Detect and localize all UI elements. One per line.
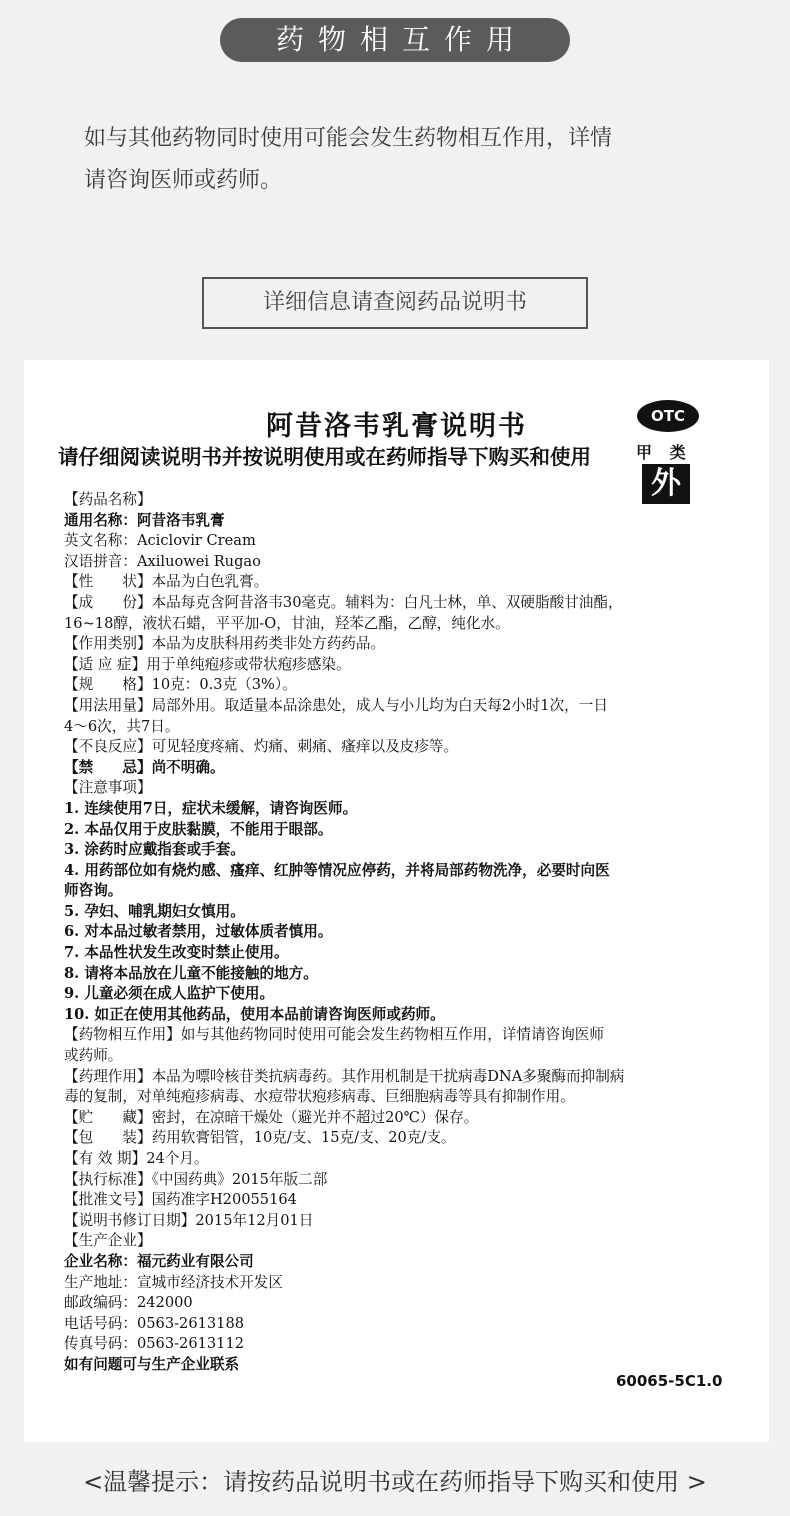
intro-line-2: 请咨询医师或药师。 (84, 168, 283, 193)
leaflet-line: 10. 如正在使用其他药品，使用本品前请咨询医师或药师。 (64, 1005, 445, 1023)
leaflet-line: 16~18醇，液状石蜡，平平加-O，甘油，羟苯乙酯，乙醇，纯化水。 (64, 614, 510, 632)
leaflet-line: 9. 儿童必须在成人监护下使用。 (64, 985, 275, 1003)
leaflet-line: 【禁 忌】尚不明确。 (64, 758, 225, 776)
leaflet-line: 【生产企业】 (64, 1232, 152, 1250)
leaflet-line: 【贮 藏】密封，在凉暗干燥处（避光并不超过20℃）保存。 (64, 1108, 479, 1126)
leaflet-line: 邮政编码：242000 (64, 1294, 193, 1312)
leaflet-line: 1. 连续使用7日，症状未缓解，请咨询医师。 (64, 799, 358, 817)
leaflet-line: 汉语拼音：Axiluowei Rugao (64, 552, 261, 570)
leaflet-line: 3. 涂药时应戴指套或手套。 (64, 841, 245, 859)
leaflet-line: 5. 孕妇、哺乳期妇女慎用。 (64, 902, 245, 920)
leaflet-line: 6. 对本品过敏者禁用，过敏体质者慎用。 (64, 923, 333, 941)
leaflet-line: 4～6次，共7日。 (64, 717, 180, 735)
leaflet-line: 【用法用量】局部外用。取适量本品涂患处，成人与小儿均为白天每2小时1次，一日 (64, 696, 608, 714)
leaflet-line: 传真号码：0563-2613112 (64, 1335, 245, 1353)
leaflet-line: 8. 请将本品放在儿童不能接触的地方。 (64, 964, 318, 982)
external-use-mark: 外 (642, 464, 690, 504)
leaflet-line: 毒的复制，对单纯疱疹病毒、水痘带状疱疹病毒、巨细胞病毒等具有抑制作用。 (64, 1088, 575, 1106)
leaflet-line: 【批准文号】国药准字H20055164 (64, 1191, 297, 1209)
leaflet-reference-box: 详细信息请查阅药品说明书 (202, 277, 588, 329)
leaflet-line: 【药理作用】本品为嘌呤核苷类抗病毒药。其作用机制是干扰病毒DNA多聚酶而抑制病 (64, 1067, 625, 1085)
leaflet-subtitle: 请仔细阅读说明书并按说明使用或在药师指导下购买和使用 (58, 445, 591, 469)
leaflet-line: 【药品名称】 (64, 491, 152, 508)
leaflet-line: 师咨询。 (64, 882, 123, 900)
leaflet-line: 电话号码：0563-2613188 (64, 1314, 245, 1332)
leaflet-line: 【成 份】本品每克含阿昔洛韦30毫克。辅料为：白凡士林，单、双硬脂酸甘油酯， (64, 593, 623, 611)
leaflet-code: 60065-5C1.0 (616, 1372, 723, 1390)
interaction-intro (84, 118, 724, 202)
leaflet-line: 【有 效 期】24个月。 (64, 1150, 209, 1167)
leaflet-line: 2. 本品仅用于皮肤黏膜，不能用于眼部。 (64, 820, 333, 838)
intro-line-1: 如与其他药物同时使用可能会发生药物相互作用，详情 (84, 126, 613, 151)
leaflet-line: 企业名称：福元药业有限公司 (64, 1252, 254, 1270)
leaflet-line: 【不良反应】可见轻度疼痛、灼痛、刺痛、瘙痒以及皮疹等。 (64, 738, 459, 756)
leaflet-line: 【药物相互作用】如与其他药物同时使用可能会发生药物相互作用，详情请咨询医师 (64, 1026, 604, 1044)
leaflet-line: 如有问题可与生产企业联系 (64, 1355, 240, 1373)
footer-tip: <温馨提示：请按药品说明书或在药师指导下购买和使用 > (83, 1468, 707, 1496)
leaflet-line: 或药师。 (64, 1047, 123, 1065)
leaflet-line: 英文名称：Aciclovir Cream (64, 532, 256, 550)
leaflet-line: 通用名称：阿昔洛韦乳膏 (64, 511, 225, 529)
section-title-pill: 药物相互作用 (220, 18, 570, 62)
leaflet-body (64, 490, 754, 1376)
leaflet-line: 【说明书修订日期】2015年12月01日 (64, 1211, 314, 1229)
leaflet-line: 生产地址：宣城市经济技术开发区 (64, 1273, 283, 1291)
leaflet-scan (24, 360, 769, 1442)
leaflet-line: 【执行标准】《中国药典》2015年版二部 (64, 1170, 328, 1188)
leaflet-line: 【性 状】本品为白色乳膏。 (64, 573, 269, 591)
leaflet-line: 4. 用药部位如有烧灼感、瘙痒、红肿等情况应停药，并将局部药物洗净，必要时向医 (64, 861, 610, 879)
leaflet-title: 阿昔洛韦乳膏说明书 (266, 411, 527, 442)
class-label: 甲 类 (636, 443, 692, 462)
leaflet-line: 【注意事项】 (64, 779, 152, 797)
leaflet-line: 【适 应 症】用于单纯疱疹或带状疱疹感染。 (64, 655, 351, 673)
otc-badge: OTC (637, 400, 699, 432)
leaflet-line: 【规 格】10克：0.3克（3%）。 (64, 676, 297, 694)
leaflet-line: 【作用类别】本品为皮肤科用药类非处方药药品。 (64, 635, 386, 653)
leaflet-line: 7. 本品性状发生改变时禁止使用。 (64, 944, 289, 962)
leaflet-line: 【包 装】药用软膏铝管，10克/支、15克/支、20克/支。 (64, 1129, 456, 1147)
